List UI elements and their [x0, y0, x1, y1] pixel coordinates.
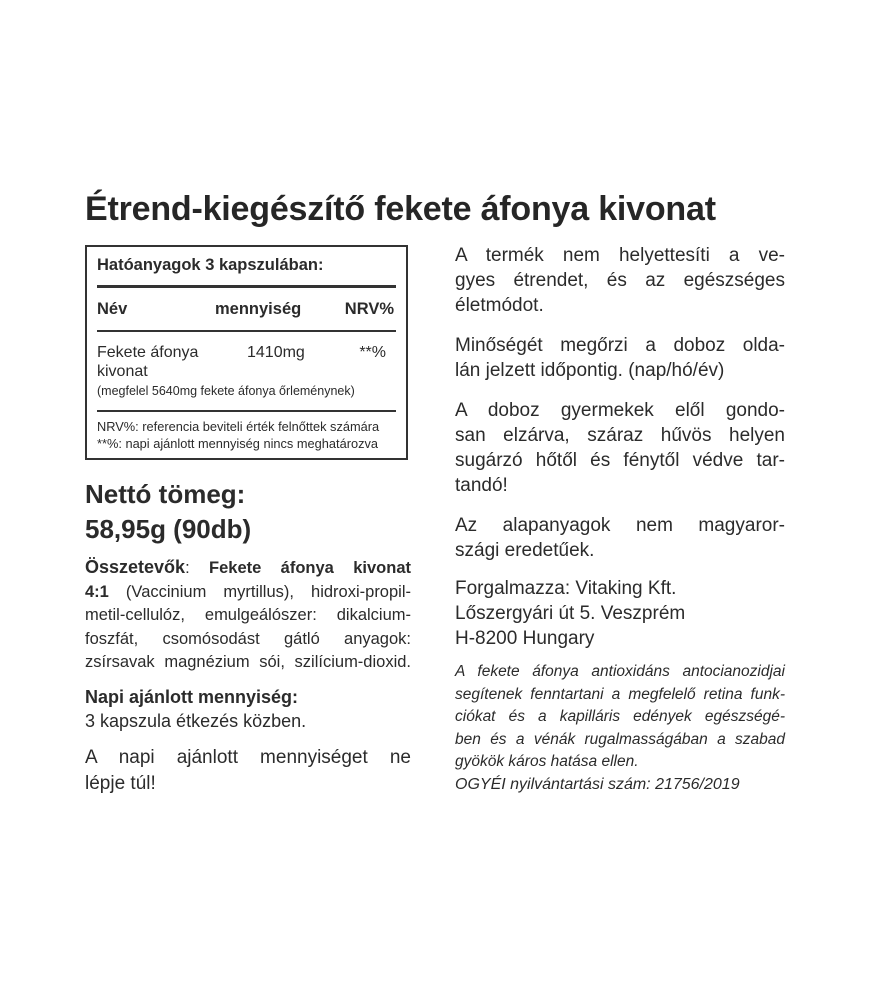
ingredients-line: zsírsavak magnézium sói, szilícium-dioxid. — [85, 653, 411, 671]
text-line: sugárzó hőtől és fénytől védve tar- — [455, 450, 785, 471]
dosage-label: Napi ajánlott mennyiség: — [85, 687, 299, 707]
ratio: 4:1 — [85, 582, 109, 601]
net-weight-value: 58,95g (90db) — [85, 514, 252, 544]
ingredients-line: (Vaccinium myrtillus), hidroxi-propil- — [108, 582, 411, 601]
dosage-text: 3 kapszula étkezés közben. — [85, 711, 307, 731]
divider — [97, 410, 396, 412]
text-line: A doboz gyermekek elől gondo- — [455, 400, 785, 421]
text-line: A termék nem helyettesíti a ve- — [455, 245, 785, 266]
footnote: **%: napi ajánlott mennyiség nincs meghatározva — [97, 436, 378, 451]
paragraph-origin — [455, 513, 785, 563]
ingredient-amount: 1410mg — [247, 344, 305, 361]
net-weight — [85, 477, 411, 547]
text-line: szági eredetűek. — [455, 540, 595, 561]
text-line: Minőségét megőrzi a doboz olda- — [455, 335, 785, 356]
text-line: ciókat és a kapilláris edények egészségé- — [455, 708, 785, 725]
col-nrv: NRV% — [344, 300, 394, 318]
text-line: san elzárva, száraz hűvös helyen — [455, 425, 785, 446]
text-line: gyökök káros hatása ellen. — [455, 753, 639, 770]
ingredient-nrv: **% — [359, 344, 386, 361]
dosage-warning — [85, 745, 411, 797]
footnote: NRV%: referencia beviteli érték felnőttek számára — [97, 419, 380, 434]
page-title: Étrend-kiegészítő fekete áfonya kivonat — [85, 190, 716, 228]
text-line: életmódot. — [455, 295, 544, 316]
text-line: Az alapanyagok nem magyaror- — [455, 515, 785, 536]
ingredients-line: metil-cellulóz, emulgeálószer: dikalcium- — [85, 606, 411, 624]
table-heading: Hatóanyagok 3 kapszulában: — [97, 256, 324, 274]
footnotes — [97, 418, 396, 452]
ingredient-main: Fekete áfonya kivonat — [209, 559, 412, 577]
paragraph-storage — [455, 398, 785, 498]
text-line: A fekete áfonya antioxidáns antocianozidjai — [455, 663, 785, 680]
text-line: Forgalmazza: Vitaking Kft. — [455, 578, 677, 599]
ingredients — [85, 556, 411, 675]
text-line: segítenek fenntartani a megfelelő retina funk- — [455, 685, 785, 703]
health-claim — [455, 661, 785, 774]
ingredients-line: foszfát, csomósodást gátló anyagok: — [85, 629, 411, 648]
equivalent-note: (megfelel 5640mg fekete áfonya őrleménynek) — [97, 384, 355, 398]
divider — [97, 285, 396, 288]
warning-line: A napi ajánlott mennyiséget ne — [85, 747, 411, 768]
warning-line: lépje túl! — [85, 773, 156, 794]
text-line: tandó! — [455, 475, 508, 496]
colon: : — [185, 559, 210, 577]
paragraph-expiry — [455, 333, 785, 383]
text-line: gyes étrendet, és az egészséges — [455, 270, 785, 291]
divider — [97, 330, 396, 332]
ingredient-name: Fekete áfonya — [97, 344, 199, 361]
paragraph-diet — [455, 243, 785, 318]
text-line: H-8200 Hungary — [455, 628, 595, 649]
ingredients-label: Összetevők — [85, 557, 186, 577]
table-row — [97, 343, 396, 401]
text-line: Lőszergyári út 5. Veszprém — [455, 603, 686, 624]
text-line: lán jelzett időpontig. (nap/hó/év) — [455, 360, 725, 381]
net-weight-label: Nettó tömeg: — [85, 479, 246, 509]
col-amount: mennyiség — [215, 300, 302, 318]
ingredient-name: kivonat — [97, 363, 148, 380]
text-line: ben és a vénák rugalmasságában a szabad — [455, 730, 785, 748]
registration-number: OGYÉI nyilvántartási szám: 21756/2019 — [455, 776, 740, 793]
col-name: Név — [97, 300, 128, 318]
distributor — [455, 576, 785, 651]
dosage — [85, 685, 411, 733]
active-ingredients-table — [85, 245, 408, 460]
